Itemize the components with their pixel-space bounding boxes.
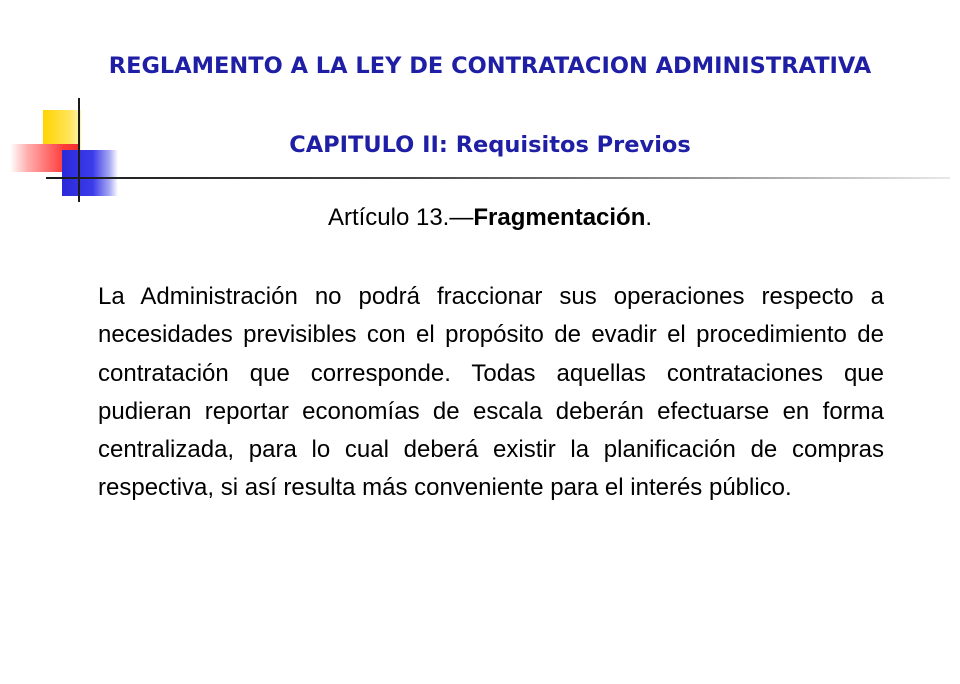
horizontal-rule xyxy=(46,177,950,179)
article-number: Artículo 13.— xyxy=(327,204,474,231)
article-heading xyxy=(100,200,880,236)
article-body: La Administración no podrá fraccionar sus operaciones respecto a necesidades previsibles con el propósito de evadir el procedimiento de contratación que corresponde. Todas aquellas contrataciones que pudieran reportar economías de escala deberán efectuarse en forma centralizada, para lo cual deberá existir la planificación de compras respectiva, si así resulta más conveniente para el interés público. xyxy=(98,283,884,502)
vertical-rule xyxy=(78,98,80,202)
article-title: Fragmentación xyxy=(473,204,646,231)
article-period: . xyxy=(645,204,653,231)
slide-subtitle: CAPITULO II: Requisitos Previos xyxy=(289,132,691,158)
slide-title: REGLAMENTO A LA LEY DE CONTRATACION ADMINISTRATIVA xyxy=(108,53,872,79)
